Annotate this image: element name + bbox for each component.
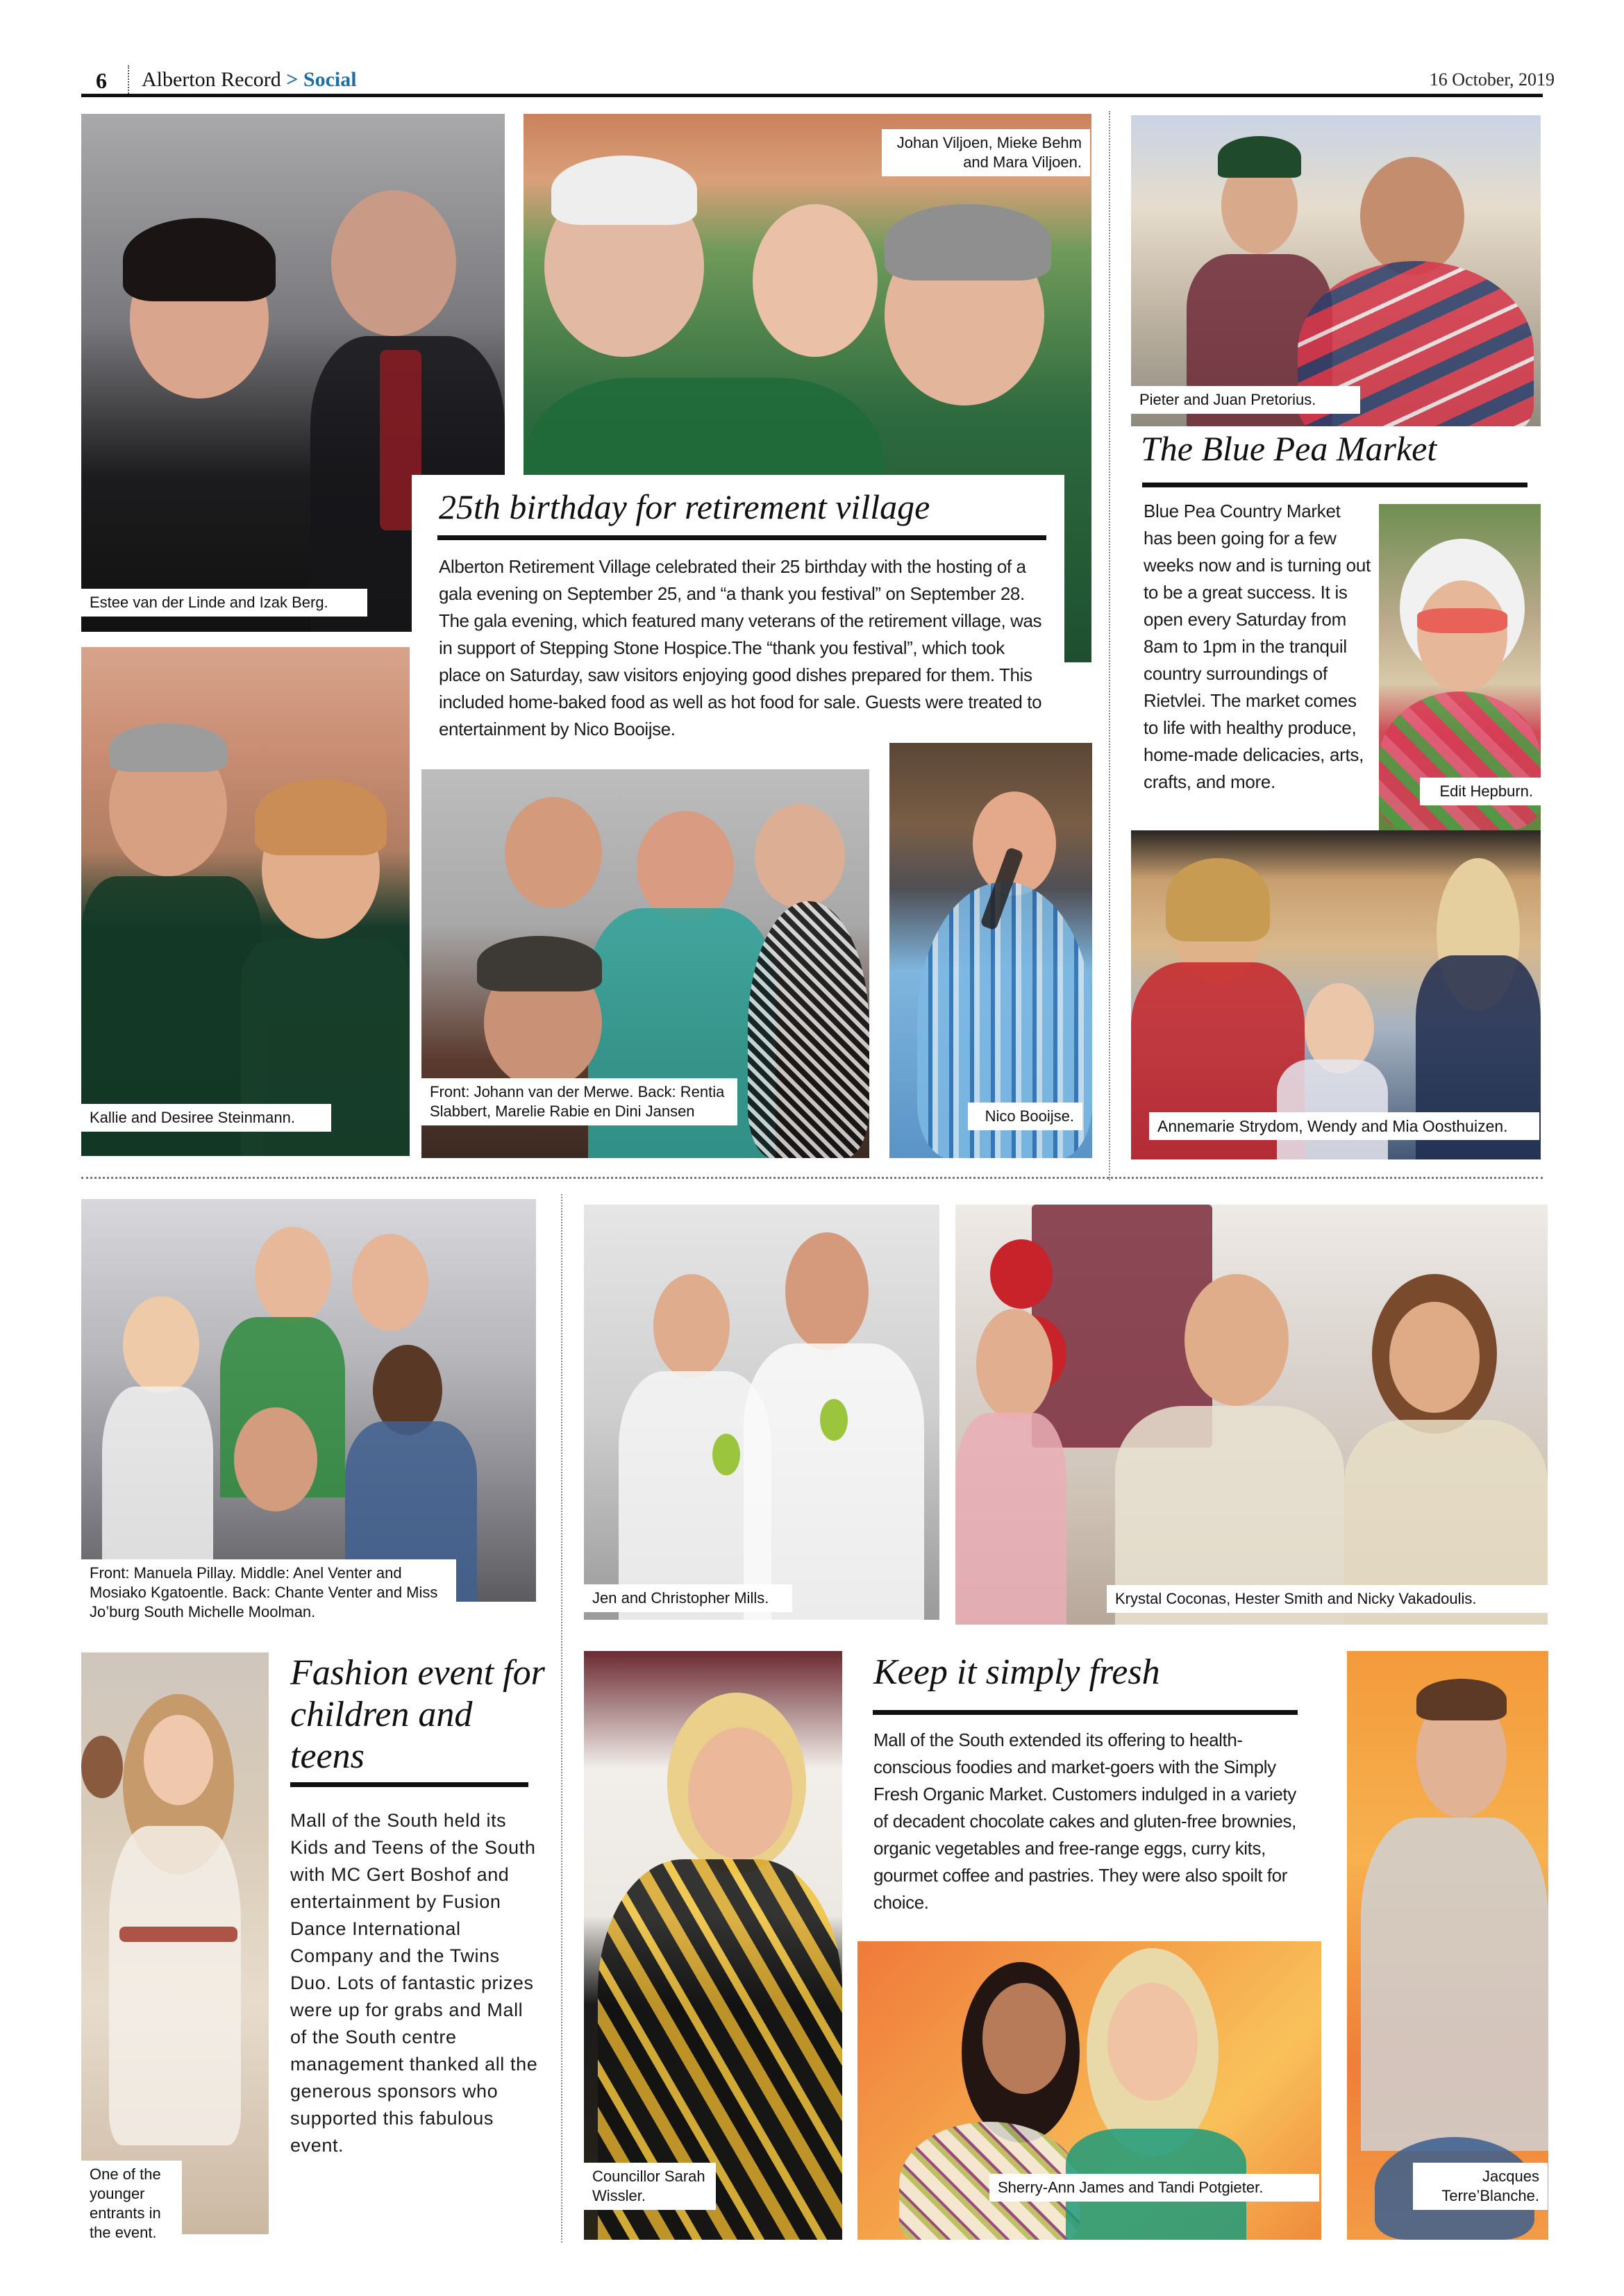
photo-mills[interactable] — [584, 1205, 939, 1620]
photo-strydom[interactable] — [1131, 830, 1541, 1159]
hair-shape — [1416, 1679, 1507, 1720]
headline-rule-retirement — [437, 535, 1046, 540]
person-shape — [234, 1407, 317, 1511]
rose-shape — [990, 1239, 1053, 1309]
issue-date: 16 October, 2019 — [1429, 69, 1555, 90]
publication-name: Alberton Record — [142, 68, 281, 91]
caption-pretorius: Pieter and Juan Pretorius. — [1131, 386, 1360, 414]
person-shape — [331, 190, 456, 336]
headline-rule-blue-pea — [1142, 483, 1527, 487]
caption-strydom: Annemarie Strydom, Wendy and Mia Oosthuizen. — [1149, 1112, 1539, 1140]
headline-rule-simply-fresh — [873, 1710, 1298, 1715]
caption-edit-hepburn: Edit Hepburn. — [1420, 778, 1541, 805]
person-shape — [1107, 1983, 1198, 2101]
outfit-shape — [109, 1826, 241, 2145]
person-shape — [81, 1736, 123, 1798]
hair-shape — [255, 779, 387, 855]
person-shape — [785, 1232, 869, 1350]
person-shape — [255, 1227, 331, 1324]
hair-shape — [1166, 858, 1270, 941]
top-shape — [1277, 1059, 1388, 1159]
person-shape — [1184, 1274, 1289, 1406]
photo-pageant[interactable] — [81, 1199, 536, 1602]
hair-shape — [109, 723, 227, 772]
person-shape — [123, 1296, 199, 1393]
article-body-retirement: Alberton Retirement Village celebrated their 25 birthday with the hosting of a gala evening on September 25, and “a thank you festival” on September 28. The gala evening, which featured many veterans of the retirement village, was in support of Stepping Stone Hospice.The “thank you festival”, which took place on Saturday, saw visitors enjoying good dishes prepared for them. This included home-baked food as well as hot food for sale. Guests were treated to entertainment by Nico Booijse. — [439, 556, 1042, 739]
headline-retirement: 25th birthday for retirement village — [439, 487, 930, 526]
person-shape — [144, 1715, 213, 1805]
article-body-blue-pea: Blue Pea Country Market has been going for a few weeks now and is turning out to be a great success. It is open every Saturday from 8am to 1pm in the tranquil country surroundings of Rietvlei. The market comes to life with healthy produce, home-made delicacies, arts, crafts, and more. — [1144, 501, 1371, 792]
top-shape — [955, 1413, 1066, 1625]
person-shape — [982, 1983, 1066, 2094]
caption-nico-booijse: Nico Booijse. — [968, 1103, 1082, 1130]
photo-jacques[interactable] — [1347, 1651, 1548, 2240]
person-shape — [688, 1727, 792, 1859]
belt-shape — [119, 1927, 237, 1942]
photo-entrant[interactable] — [81, 1652, 269, 2234]
dress-shape — [1379, 692, 1541, 830]
person-shape — [753, 204, 878, 357]
caption-jacques: Jacques Terre’Blanche. — [1413, 2163, 1548, 2210]
logo-badge — [820, 1399, 848, 1441]
caption-entrant: One of the younger entrants in the event. — [81, 2161, 182, 2247]
hair-shape — [123, 218, 276, 301]
column-divider-top — [1109, 111, 1110, 1180]
headline-simply-fresh: Keep it simply fresh — [873, 1652, 1160, 1692]
cap-shape — [477, 936, 602, 991]
breadcrumb-separator: > — [286, 68, 299, 91]
photo-coconas[interactable] — [955, 1205, 1548, 1625]
header-divider — [128, 65, 129, 96]
person-shape — [352, 1234, 428, 1331]
person-shape — [1360, 157, 1464, 275]
caption-mills: Jen and Christopher Mills. — [584, 1584, 792, 1612]
caption-estee-izak: Estee van der Linde and Izak Berg. — [81, 589, 367, 617]
caption-van-der-merwe: Front: Johann van der Merwe. Back: Rentia Slabbert, Marelie Rabie en Dini Jansen — [421, 1078, 737, 1125]
caption-sherry-ann: Sherry-Ann James and Tandi Potgieter. — [989, 2174, 1319, 2202]
person-shape — [637, 811, 734, 922]
headline-rule-fashion — [290, 1782, 528, 1787]
header-rule — [81, 94, 1543, 97]
column-divider-bottom — [561, 1194, 562, 2243]
logo-badge — [712, 1434, 740, 1475]
person-shape — [976, 1309, 1053, 1420]
caption-wissler: Councillor Sarah Wissler. — [584, 2163, 716, 2210]
person-shape — [1389, 1302, 1480, 1413]
hair-shape — [551, 156, 697, 225]
headline-fashion: Fashion event for children and teens — [290, 1653, 545, 1776]
photo-nico-booijse[interactable] — [889, 743, 1092, 1158]
caption-coconas: Krystal Coconas, Hester Smith and Nicky Vakadoulis. — [1107, 1585, 1548, 1613]
article-body-fashion: Mall of the South held its Kids and Teens of the South with MC Gert Boshof and entertainment by Fusion Dance International Company and the Twins Duo. Lots of fantastic prizes were up for grabs and Mall of the South centre management thanked all the generous sponsors who supported this fabulous event. — [290, 1810, 538, 2156]
caption-steinmann: Kallie and Desiree Steinmann. — [81, 1104, 331, 1132]
dress-shape — [748, 901, 869, 1158]
person-shape — [653, 1274, 730, 1378]
article-body-simply-fresh: Mall of the South extended its offering to health-conscious foodies and market-goers with the Simply Fresh Organic Market. Customers indulged in a variety of decadent chocolate cakes and gluten-free brownies, organic vegetables and free-range eggs, curry kits, gourmet coffee and pastries. They were also spoilt for choice. — [873, 1729, 1296, 1913]
caption-pageant: Front: Manuela Pillay. Middle: Anel Venter and Mosiako Kgatoentle. Back: Chante Venter and Miss Jo’burg South Michelle Moolman. — [81, 1559, 456, 1626]
photo-pretorius[interactable] — [1131, 115, 1541, 426]
section-link[interactable]: Social — [303, 68, 357, 91]
sunglasses-shape — [1417, 608, 1507, 633]
photo-wissler[interactable] — [584, 1651, 842, 2240]
hair-shape — [885, 204, 1051, 280]
person-shape — [505, 797, 602, 908]
person-shape — [755, 804, 845, 908]
publication-breadcrumb — [142, 68, 357, 92]
section-divider — [81, 1177, 1543, 1179]
sweater-shape — [1361, 1818, 1548, 2151]
cap-shape — [1218, 136, 1301, 178]
person-shape — [1417, 580, 1507, 692]
tshirt-shape — [744, 1343, 924, 1620]
person-shape — [973, 791, 1056, 896]
caption-viljoen: Johan Viljoen, Mieke Behm and Mara Viljoen. — [882, 129, 1090, 176]
photo-steinmann[interactable] — [81, 647, 410, 1156]
headline-blue-pea: The Blue Pea Market — [1141, 429, 1437, 468]
page-number: 6 — [96, 68, 107, 93]
